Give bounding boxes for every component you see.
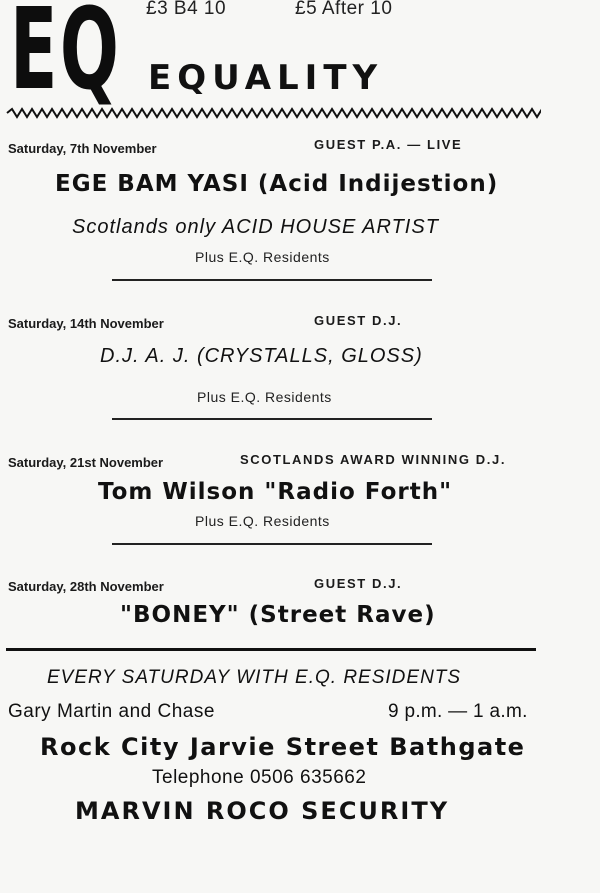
- telephone: Telephone 0506 635662: [152, 767, 367, 788]
- resident-djs: Gary Martin and Chase: [8, 701, 215, 722]
- venue-address: Rock City Jarvie Street Bathgate: [40, 733, 526, 761]
- event-headline: Tom Wilson "Radio Forth": [98, 479, 453, 505]
- security-company: MARVIN ROCO SECURITY: [75, 797, 450, 825]
- event-headline: "BONEY" (Street Rave): [120, 602, 436, 628]
- price-before-ten: £3 B4 10: [146, 0, 227, 19]
- divider: [112, 543, 432, 545]
- opening-hours: 9 p.m. — 1 a.m.: [388, 701, 528, 722]
- footer-divider: [6, 648, 536, 651]
- event-tag: GUEST P.A. — LIVE: [314, 137, 463, 152]
- event-tag: SCOTLANDS AWARD WINNING D.J.: [240, 452, 507, 467]
- price-after-ten: £5 After 10: [295, 0, 393, 19]
- event-date: Saturday, 14th November: [8, 316, 164, 331]
- event-residents: Plus E.Q. Residents: [197, 389, 332, 405]
- event-residents: Plus E.Q. Residents: [195, 249, 330, 265]
- event-residents: Plus E.Q. Residents: [195, 513, 330, 529]
- event-headline: D.J. A. J. (CRYSTALLS, GLOSS): [100, 345, 423, 367]
- event-tag: GUEST D.J.: [314, 576, 403, 591]
- wavy-divider: [6, 106, 541, 120]
- event-date: Saturday, 7th November: [8, 141, 157, 156]
- event-date: Saturday, 21st November: [8, 455, 164, 470]
- event-subline: Scotlands only ACID HOUSE ARTIST: [72, 216, 439, 238]
- every-saturday-line: EVERY SATURDAY WITH E.Q. RESIDENTS: [47, 667, 462, 688]
- eq-logo: EQ: [10, 0, 122, 115]
- divider: [112, 418, 432, 420]
- event-headline: EGE BAM YASI (Acid Indijestion): [55, 171, 499, 197]
- event-tag: GUEST D.J.: [314, 313, 403, 328]
- club-name: EQUALITY: [148, 58, 384, 98]
- divider: [112, 279, 432, 281]
- event-date: Saturday, 28th November: [8, 579, 164, 594]
